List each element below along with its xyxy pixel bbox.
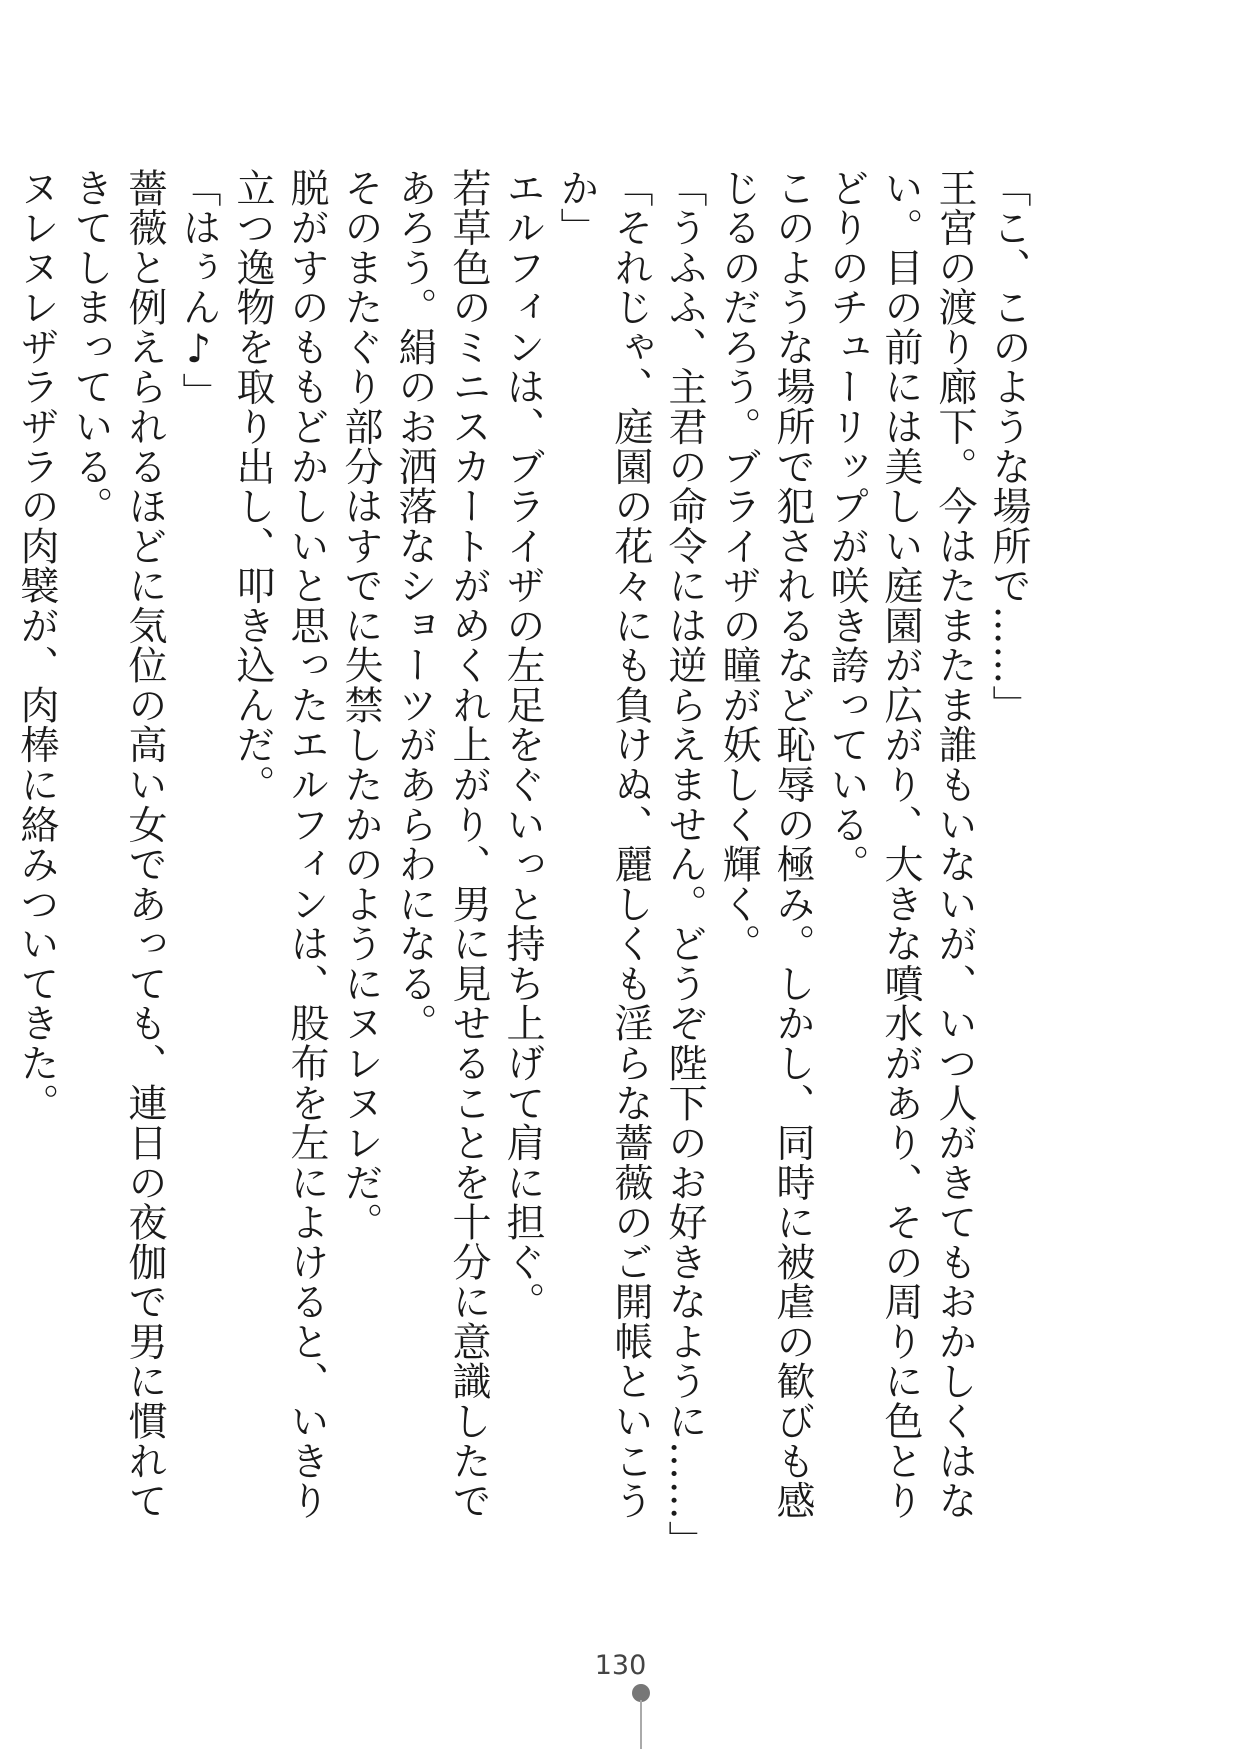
body-text <box>14 168 1035 1561</box>
paragraph: 「こ、このような場所で……」 <box>986 168 1031 725</box>
footer-line-ornament <box>640 1700 642 1749</box>
paragraph: エルフィンは、ブライザの左足をぐいっと持ち上げて肩に担ぐ。 <box>500 168 545 1322</box>
paragraph: このような場所で犯されるなど恥辱の極み。しかし、同時に被虐の歓びも感じるのだろう。ブライザの瞳が妖しく輝く。 <box>716 168 815 1521</box>
paragraph: 「それじゃ、庭園の花々にも負けぬ、麗しくも淫らな薔薇のご開帳といこうか」 <box>554 168 653 1521</box>
paragraph: 王宮の渡り廊下。今はたまたま誰もいないが、いつ人がきてもおかしくはない。目の前には美しい庭園が広がり、大きな噴水があり、その周りに色とりどりのチューリップが咲き誇っている。 <box>824 168 977 1521</box>
paragraph: そのまたぐり部分はすでに失禁したかのようにヌレヌレだ。 <box>338 168 383 1243</box>
paragraph: 「はぅん♪」 <box>176 168 221 413</box>
paragraph: ヌレヌレザラザラの肉襞が、肉棒に絡みついてきた。 <box>14 168 59 1123</box>
page-number: 130 <box>594 1650 647 1681</box>
paragraph: 「うふふ、主君の命令には逆らえません。どうぞ陛下のお好きなように……」 <box>662 168 707 1561</box>
paragraph: 若草色のミニスカートがめくれ上がり、男に見せることを十分に意識したであろう。絹のお洒落なショーツがあらわになる。 <box>392 168 491 1521</box>
paragraph: 脱がすのももどかしいと思ったエルフィンは、股布を左によけると、いきり立つ逸物を取り出し、叩き込んだ。 <box>230 168 329 1521</box>
paragraph: 薔薇と例えられるほどに気位の高い女であっても、連日の夜伽で男に慣れてきてしまっている。 <box>68 168 167 1521</box>
